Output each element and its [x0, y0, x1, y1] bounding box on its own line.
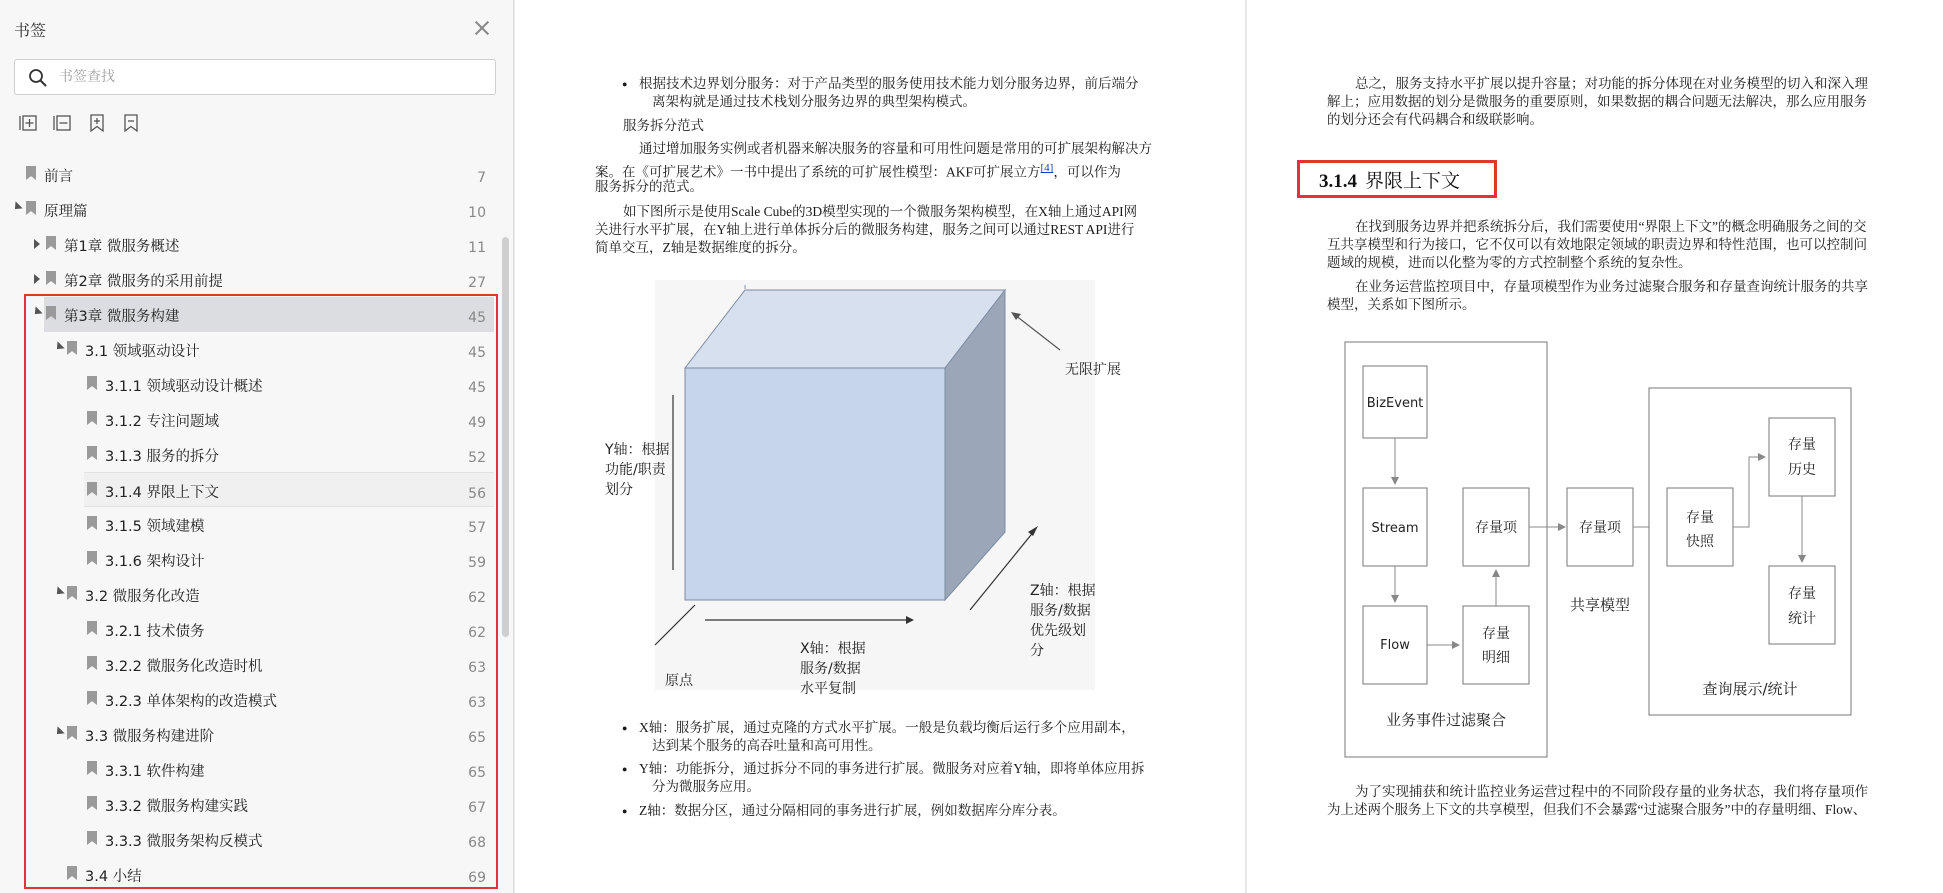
- paragraph-line: 通过增加服务实例或者机器来解决服务的容量和可用性问题是常用的可扩展架构解决方: [639, 141, 1152, 156]
- expand-arrow-icon[interactable]: [53, 341, 64, 352]
- bookmark-label: 3.1.2 专注问题域: [105, 414, 220, 430]
- bookmark-item[interactable]: [0, 612, 494, 647]
- bookmark-item[interactable]: [0, 367, 494, 402]
- bookmark-icon: [87, 446, 97, 460]
- bookmark-icon: [67, 341, 77, 355]
- bookmark-icon: [67, 866, 77, 880]
- stock-snapshot-line2: 快照: [1686, 534, 1714, 550]
- bookmark-label: 3.3 微服务构建进阶: [85, 729, 215, 745]
- bookmark-item[interactable]: [0, 682, 494, 717]
- document-page-right: [1247, 0, 1943, 893]
- bookmark-page-number: 68: [468, 835, 486, 851]
- bookmark-icon: [87, 656, 97, 670]
- stock-detail-line1: 存量: [1482, 626, 1510, 642]
- stock-detail-line2: 明细: [1482, 650, 1510, 666]
- right-group-label: 查询展示/统计: [1702, 680, 1798, 698]
- bookmark-page-number: 57: [468, 520, 486, 536]
- bullet-item: ● Y轴：功能拆分，通过拆分不同的事务进行扩展。微服务对应着Y轴，即将单体应用拆: [639, 760, 1145, 779]
- subheading: 服务拆分范式: [623, 118, 704, 133]
- bookmark-page-number: 63: [468, 695, 486, 711]
- bookmark-label: 3.3.3 微服务架构反模式: [105, 834, 263, 850]
- shared-stock-item-box: 存量项: [1579, 520, 1621, 536]
- bookmark-label: 3.2.2 微服务化改造时机: [105, 659, 263, 675]
- paragraph-line: 互共享模型和行为接口，它不仅可以有效地限定领域的职责边界和特性范围，也可以控制问: [1327, 237, 1867, 252]
- bookmark-item[interactable]: [0, 332, 494, 367]
- flow-box: Flow: [1380, 638, 1410, 653]
- bookmark-icon: [67, 586, 77, 600]
- section-title-text: 界限上下文: [1365, 171, 1461, 192]
- bookmark-icon: [87, 761, 97, 775]
- bookmark-label: 3.4 小结: [85, 869, 142, 885]
- bounded-context-diagram: [1337, 340, 1857, 770]
- bookmark-item[interactable]: [0, 262, 494, 297]
- x-axis-label-line1: X轴：根据: [800, 641, 866, 657]
- bookmark-page-number: 65: [468, 765, 486, 781]
- paragraph-line: 在找到服务边界并把系统拆分后，我们需要使用“界限上下文”的概念明确服务之间的交: [1355, 219, 1867, 234]
- add-bookmark-icon[interactable]: [18, 112, 40, 134]
- z-axis-label-line1: Z轴：根据: [1030, 583, 1096, 599]
- paragraph-line: 关进行水平扩展，在Y轴上进行单体拆分后的微服务构建，服务之间可以通过REST API进行: [595, 222, 1135, 237]
- bookmark-label: 第3章 微服务构建: [64, 309, 180, 325]
- paragraph-line: 总之，服务支持水平扩展以提升容量；对功能的拆分体现在对业务模型的切入和深入理: [1355, 76, 1868, 91]
- x-axis-label-line3: 水平复制: [800, 681, 856, 697]
- bullet-item: ● Z轴：数据分区，通过分隔相同的事务进行扩展，例如数据库分库分表。: [639, 802, 1066, 821]
- bookmark-icon: [26, 201, 36, 215]
- bookmark-page-number: 56: [468, 486, 486, 502]
- bookmark-icon: [87, 691, 97, 705]
- bookmark-page-number: 7: [477, 170, 486, 186]
- bookmark-item[interactable]: [0, 717, 494, 752]
- bizevent-box: BizEvent: [1366, 396, 1424, 411]
- bookmark-item[interactable]: [0, 542, 494, 577]
- section-number: 3.1.4: [1319, 171, 1357, 192]
- paragraph-line: 如下图所示是使用Scale Cube的3D模型实现的一个微服务架构模型，在X轴上通过API网: [623, 204, 1138, 219]
- bookmark-item[interactable]: [0, 157, 494, 192]
- bookmark-icon: [87, 482, 97, 496]
- bookmark-label: 3.3.2 微服务构建实践: [105, 799, 249, 815]
- bookmark-label: 3.1.4 界限上下文: [105, 485, 220, 501]
- bookmark-search-box[interactable]: [14, 59, 496, 95]
- stock-history-line1: 存量: [1788, 437, 1816, 453]
- bookmark-item[interactable]: [0, 787, 494, 822]
- stock-stats-line2: 统计: [1788, 611, 1816, 627]
- bookmark-icon: [87, 831, 97, 845]
- bookmark-page-number: 63: [468, 660, 486, 676]
- bookmark-icon: [67, 726, 77, 740]
- search-icon: [28, 68, 48, 88]
- bookmark-item[interactable]: [0, 437, 494, 472]
- paragraph-line: 解上；应用数据的划分是微服务的重要原则，如果数据的耦合问题无法解决，那么应用服务: [1327, 94, 1867, 109]
- bookmark-item[interactable]: [0, 192, 494, 227]
- z-axis-label-line2: 服务/数据: [1030, 603, 1091, 619]
- bookmark-item-hovered[interactable]: [84, 472, 494, 507]
- paragraph-line: 在业务运营监控项目中，存量项模型作为业务过滤聚合服务和存量查询统计服务的共享: [1355, 279, 1868, 294]
- collapse-arrow-icon[interactable]: [34, 274, 40, 284]
- stock-item-box: 存量项: [1475, 520, 1517, 536]
- bookmark-page-number: 69: [468, 870, 486, 886]
- bookmark-icon: [26, 166, 36, 180]
- bookmark-label: 原理篇: [44, 204, 88, 220]
- bookmark-label: 第1章 微服务概述: [64, 239, 180, 255]
- bookmark-item[interactable]: [0, 822, 494, 857]
- bookmark-icon: [87, 411, 97, 425]
- x-axis-label-line2: 服务/数据: [800, 661, 861, 677]
- bookmark-label: 3.2 微服务化改造: [85, 589, 200, 605]
- bookmark-icon: [87, 376, 97, 390]
- bookmark-page-number: 45: [468, 310, 486, 326]
- bookmark-label: 3.1.5 领域建模: [105, 519, 205, 535]
- bookmark-page-number: 52: [468, 450, 486, 466]
- scale-cube-figure: [605, 270, 1195, 700]
- bookmark-page-number: 27: [468, 275, 486, 291]
- bookmark-item[interactable]: [0, 752, 494, 787]
- bookmark-icon: [87, 621, 97, 635]
- bookmark-icon[interactable]: [86, 112, 108, 134]
- bookmark-label: 3.1 领域驱动设计: [85, 344, 200, 360]
- paragraph-line: 离架构就是通过技术栈划分服务边界的典型架构模式。: [652, 94, 976, 109]
- bookmark-page-number: 10: [468, 205, 486, 221]
- collapse-arrow-icon[interactable]: [34, 239, 40, 249]
- paragraph-line: 模型，关系如下图所示。: [1327, 297, 1476, 312]
- z-axis-label-line4: 分: [1030, 643, 1044, 659]
- paragraph-line: 的划分还会有代码耦合和级联影响。: [1327, 112, 1543, 127]
- paragraph-line: ● 根据技术边界划分服务：对于产品类型的服务使用技术能力划分服务边界，前后端分: [639, 75, 1139, 94]
- paragraph-line: 简单交互，Z轴是数据维度的拆分。: [595, 240, 806, 255]
- bookmark-item[interactable]: [0, 857, 494, 892]
- paragraph-line: 为上述两个服务上下文的共享模型，但我们不会暴露“过滤聚合服务”中的存量明细、Flow、: [1327, 802, 1867, 817]
- reference-link[interactable]: [4]: [1040, 162, 1054, 174]
- bookmark-label: 3.3.1 软件构建: [105, 764, 205, 780]
- bookmark-icon: [46, 236, 56, 250]
- expand-arrow-icon[interactable]: [11, 201, 22, 212]
- bookmark-label: 3.1.6 架构设计: [105, 554, 205, 570]
- bookmark-icon: [46, 306, 56, 320]
- bookmark-page-number: 45: [468, 380, 486, 396]
- sidebar-title: 书签: [14, 21, 47, 40]
- remove-bookmark-icon[interactable]: [52, 112, 74, 134]
- bookmark-page-number: 11: [468, 240, 486, 256]
- bookmark-page-number: 62: [468, 590, 486, 606]
- text-span: ，可以作为: [1053, 164, 1121, 180]
- left-group-label: 业务事件过滤聚合: [1385, 711, 1507, 729]
- bookmark-label: 3.1.1 领域驱动设计概述: [105, 379, 263, 395]
- bookmark-icon: [87, 516, 97, 530]
- bookmark-page-number: 62: [468, 625, 486, 641]
- bookmark-outline-icon[interactable]: [120, 112, 142, 134]
- expand-arrow-icon[interactable]: [53, 586, 64, 597]
- bookmark-page-number: 65: [468, 730, 486, 746]
- y-axis-label-line3: 划分: [605, 482, 633, 498]
- bookmark-label: 前言: [44, 169, 73, 185]
- bookmark-icon: [87, 796, 97, 810]
- bookmark-item-selected[interactable]: [44, 297, 494, 332]
- stock-history-line2: 历史: [1788, 462, 1816, 478]
- paragraph-line: 达到某个服务的高吞吐量和高可用性。: [652, 738, 882, 753]
- bookmark-page-number: 49: [468, 415, 486, 431]
- bookmark-icon: [46, 271, 56, 285]
- stock-snapshot-line1: 存量: [1686, 510, 1714, 526]
- bookmark-item[interactable]: [0, 647, 494, 682]
- bookmark-item[interactable]: [0, 577, 494, 612]
- bookmark-item[interactable]: [0, 402, 494, 437]
- expand-arrow-icon[interactable]: [53, 726, 64, 737]
- sidebar-scrollbar[interactable]: [502, 237, 509, 637]
- bookmark-page-number: 59: [468, 555, 486, 571]
- origin-label: 原点: [665, 673, 693, 689]
- cube-label-infinite: 无限扩展: [1065, 362, 1121, 378]
- bookmark-page-number: 45: [468, 345, 486, 361]
- paragraph-line: 服务拆分的范式。: [595, 179, 703, 194]
- bookmark-label: 3.1.3 服务的拆分: [105, 449, 220, 465]
- stream-box: Stream: [1371, 521, 1419, 536]
- paragraph-line: 为了实现捕获和统计监控业务运营过程中的不同阶段存量的业务状态，我们将存量项作: [1355, 784, 1868, 799]
- y-axis-label-line2: 功能/职责: [605, 462, 666, 478]
- bookmark-icon: [87, 551, 97, 565]
- y-axis-label-line1: Y轴：根据: [605, 442, 670, 458]
- document-page-left: [515, 0, 1245, 893]
- bullet-item: ● X轴：服务扩展，通过克隆的方式水平扩展。一般是负载均衡后运行多个应用副本，: [639, 719, 1135, 738]
- stock-stats-line1: 存量: [1788, 586, 1816, 602]
- expand-arrow-icon[interactable]: [31, 306, 42, 317]
- bookmark-item[interactable]: [0, 507, 494, 542]
- z-axis-label-line3: 优先级划: [1030, 623, 1086, 639]
- bookmark-label: 3.2.1 技术债务: [105, 624, 205, 640]
- bookmark-label: 第2章 微服务的采用前提: [64, 274, 223, 290]
- text-span: 案。在《可扩展艺术》一书中提出了系统的可扩展性模型：AKF可扩展立方: [595, 164, 1041, 180]
- bookmark-search-input[interactable]: [59, 66, 479, 88]
- shared-model-label: 共享模型: [1569, 596, 1631, 614]
- paragraph-line: 题域的规模，进而以化整为零的方式控制整个系统的复杂性。: [1327, 255, 1692, 270]
- section-title: [1319, 166, 1460, 193]
- bookmark-item[interactable]: [0, 227, 494, 262]
- bookmark-sidebar: [0, 0, 514, 893]
- bookmark-page-number: 67: [468, 800, 486, 816]
- bookmark-label: 3.2.3 单体架构的改造模式: [105, 694, 278, 710]
- close-icon[interactable]: [470, 16, 494, 40]
- paragraph-line: 分为微服务应用。: [652, 779, 760, 794]
